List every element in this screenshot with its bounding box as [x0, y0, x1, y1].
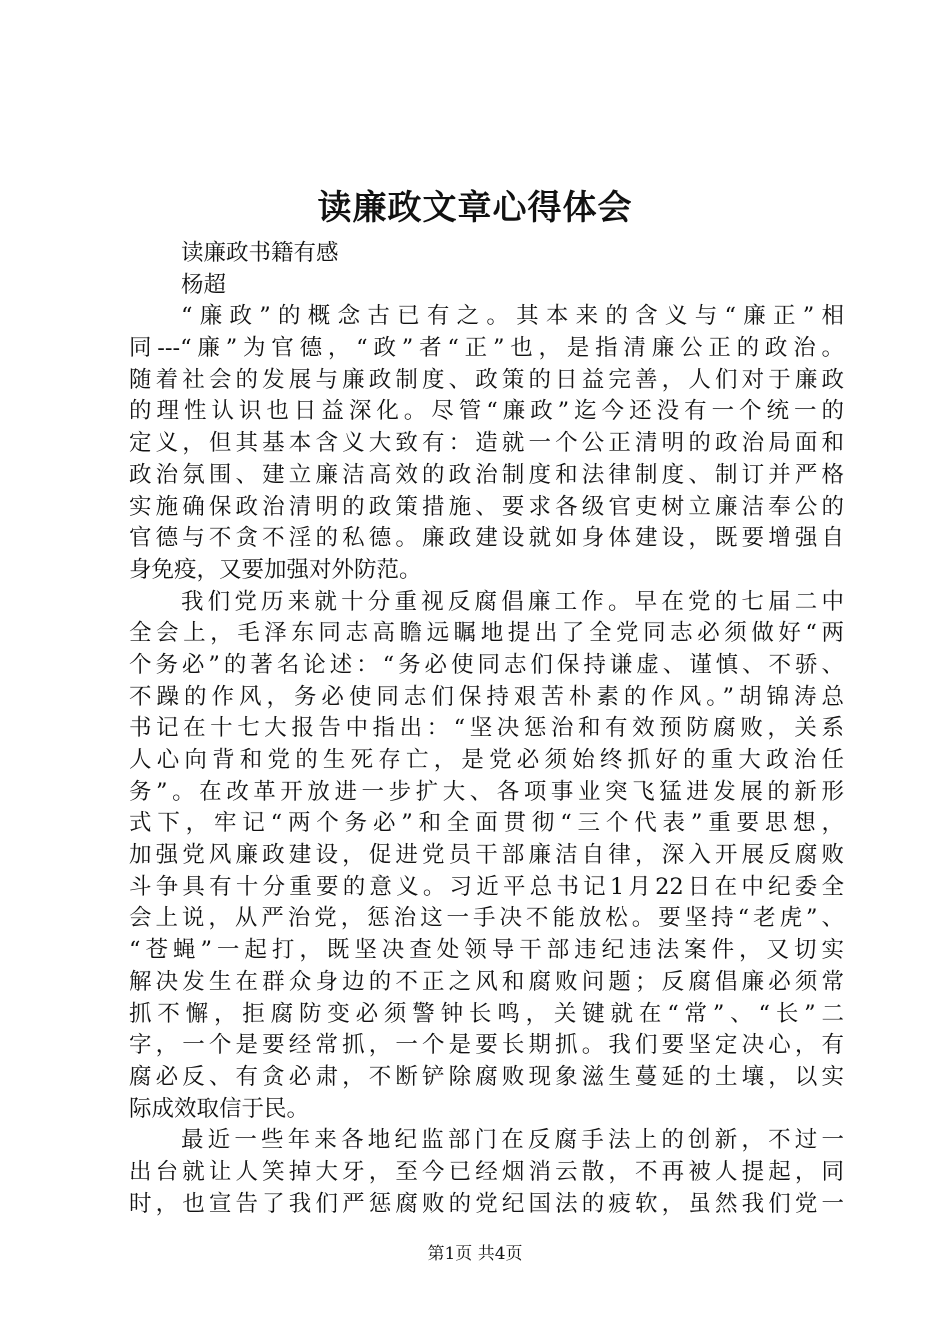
text-line: 人心向背和党的生死存亡，是党必须始终抓好的重大政治任 — [129, 747, 844, 773]
document-body — [129, 238, 844, 1220]
text-line: “苍蝇”一起打，既坚决查处领导干部违纪违法案件，又切实 — [129, 937, 844, 964]
text-line: 身免疫，又要加强对外防范。 — [129, 556, 422, 583]
text-line: 腐必反、有贪必肃，不断铲除腐败现象滋生蔓延的土壤，以实 — [129, 1063, 844, 1090]
text-line: 时，也宣告了我们严惩腐败的党纪国法的疲软，虽然我们党一 — [129, 1190, 844, 1217]
text-line: 斗争具有十分重要的意义。习近平总书记1月22日在中纪委全 — [129, 873, 844, 900]
text-line: 随着社会的发展与廉政制度、政策的日益完善，人们对于廉政 — [129, 366, 844, 393]
text-line: 式下，牢记“两个务必”和全面贯彻“三个代表”重要思想， — [129, 810, 844, 837]
text-line: 全会上，毛泽东同志高瞻远瞩地提出了全党同志必须做好“两 — [129, 620, 844, 647]
text-line: 抓不懈，拒腐防变必须警钟长鸣，关键就在“常”、“长”二 — [129, 1000, 844, 1027]
text-line: 定义，但其基本含义大致有：造就一个公正清明的政治局面和 — [129, 430, 844, 457]
document-title: 读廉政文章心得体会 — [317, 188, 633, 228]
text-line: 不躁的作风，务必使同志们保持艰苦朴素的作风。”胡锦涛总 — [129, 683, 844, 710]
text-line: 会上说，从严治党，惩治这一手决不能放松。要坚持“老虎”、 — [129, 905, 844, 932]
text-line: 同---“廉”为官德，“政”者“正”也，是指清廉公正的政治。 — [129, 335, 844, 362]
text-line: 际成效取信于民。 — [129, 1095, 310, 1122]
text-line: 出台就让人笑掉大牙，至今已经烟消云散，不再被人提起，同 — [129, 1158, 844, 1185]
text-line: 加强党风廉政建设，促进党员干部廉洁自律，深入开展反腐败 — [129, 842, 844, 869]
text-line: 务”。在改革开放进一步扩大、各项事业突飞猛进发展的新形 — [129, 778, 844, 805]
text-line: 官德与不贪不淫的私德。廉政建设就如身体建设，既要增强自 — [129, 525, 844, 552]
text-line: 解决发生在群众身边的不正之风和腐败问题；反腐倡廉必须常 — [129, 968, 844, 995]
text-line: 字，一个是要经常抓，一个是要长期抓。我们要坚定决心，有 — [129, 1032, 844, 1059]
text-line: 最近一些年来各地纪监部门在反腐手法上的创新，不过一 — [181, 1127, 844, 1154]
text-line: 读廉政书籍有感 — [181, 240, 339, 266]
text-line: 实施确保政治清明的政策措施、要求各级官吏树立廉洁奉公的 — [129, 493, 844, 520]
text-line: “廉政”的概念古已有之。其本来的含义与“廉正”相 — [181, 303, 844, 330]
text-line: 我们党历来就十分重视反腐倡廉工作。早在党的七届二中 — [181, 588, 844, 615]
text-line: 政治氛围、建立廉洁高效的政治制度和法律制度、制订并严格 — [129, 461, 844, 488]
text-line: 的理性认识也日益深化。尽管“廉政”迄今还没有一个统一的 — [129, 398, 844, 425]
text-line: 书记在十七大报告中指出：“坚决惩治和有效预防腐败，关系 — [129, 715, 844, 742]
page-footer: 第1页 共4页 — [427, 1244, 523, 1264]
text-line: 个务必”的著名论述：“务必使同志们保持谦虚、谨慎、不骄、 — [129, 651, 844, 678]
text-line: 杨超 — [181, 271, 227, 298]
